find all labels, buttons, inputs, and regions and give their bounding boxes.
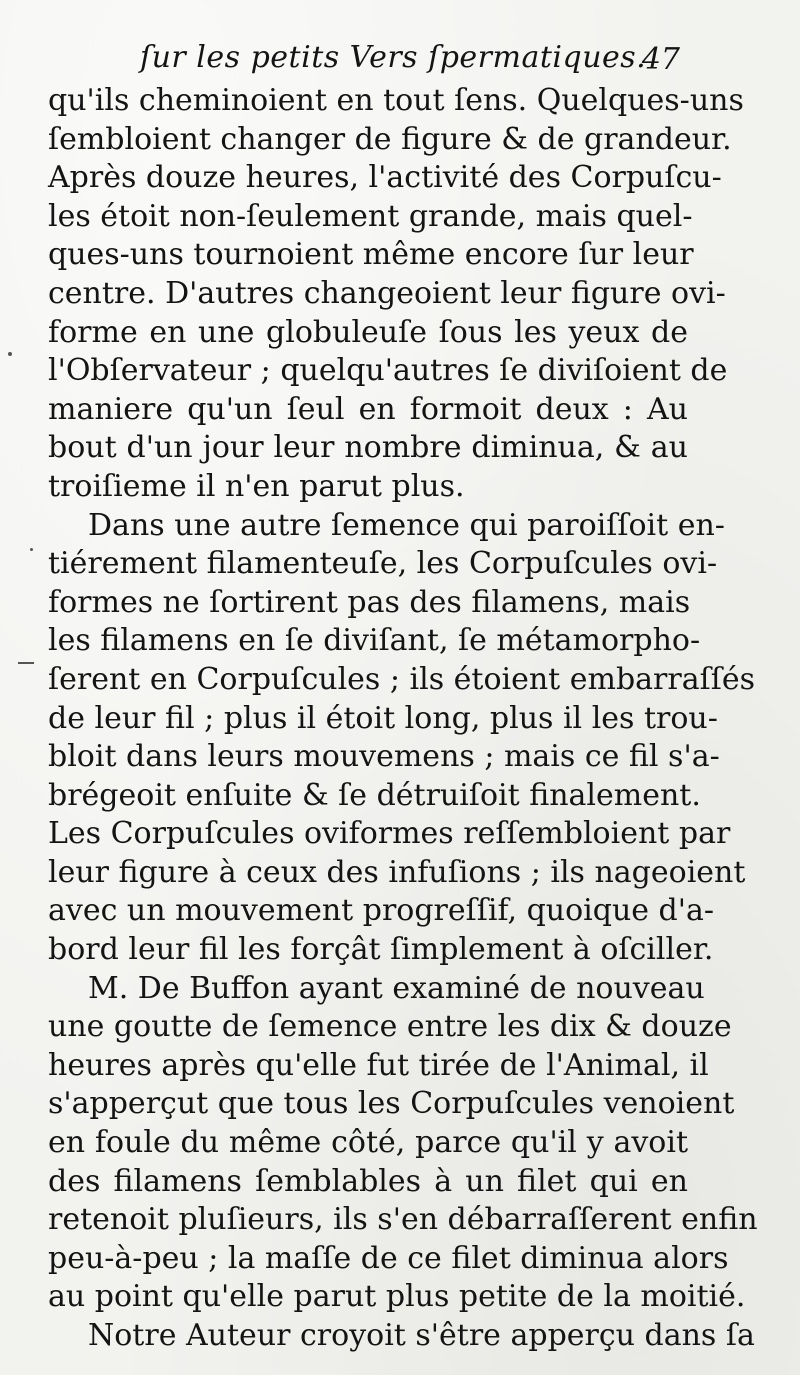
paragraph-start-line: Dans une autre ſemence qui paroiſſoit en- bbox=[88, 507, 725, 543]
text-line: bout d'un jour leur nombre diminua, & au bbox=[48, 430, 688, 466]
text-line: centre. D'autres changeoient leur figure ovi- bbox=[48, 275, 726, 311]
page-number: 47 bbox=[641, 42, 680, 77]
body-text bbox=[48, 82, 758, 1356]
text-line: peu-à-peu ; la maſſe de ce filet diminua alors bbox=[48, 1240, 729, 1276]
text-line: forme en une globuleuſe ſous les yeux de bbox=[48, 314, 688, 350]
text-line: les filamens en ſe diviſant, ſe métamorpho- bbox=[48, 623, 701, 659]
text-line: l'Obſervateur ; quelqu'autres ſe diviſoient de bbox=[48, 353, 728, 389]
text-line: de leur fil ; plus il étoit long, plus il les trou- bbox=[48, 700, 718, 736]
text-line: ſerent en Corpuſcules ; ils étoient embarraſſés bbox=[48, 661, 755, 697]
text-line: brégeoit enſuite & ſe détruiſoit finalement. bbox=[48, 777, 701, 813]
text-line: troiſieme il n'en parut plus. bbox=[48, 468, 465, 504]
margin-dot bbox=[8, 352, 12, 356]
text-line: bord leur fil les forçât ſimplement à oſciller. bbox=[48, 932, 714, 968]
text-line: leur figure à ceux des infuſions ; ils nageoient bbox=[48, 854, 746, 890]
text-line: maniere qu'un ſeul en formoit deux : Au bbox=[48, 391, 688, 427]
text-line: formes ne ſortirent pas des filamens, mais bbox=[48, 584, 691, 620]
margin-dash bbox=[18, 662, 34, 664]
text-line: ques-uns tournoient même encore ſur leur bbox=[48, 237, 694, 273]
text-line: Les Corpuſcules oviformes reſſembloient par bbox=[48, 816, 731, 852]
text-line: en foule du même côté, parce qu'il y avoit bbox=[48, 1125, 688, 1161]
text-line: avec un mouvement progreſſif, quoique d'a- bbox=[48, 893, 715, 929]
text-line: heures après qu'elle fut tirée de l'Animal, il bbox=[48, 1047, 709, 1083]
text-line: au point qu'elle parut plus petite de la moitié. bbox=[48, 1279, 746, 1315]
text-line: Après douze heures, l'activité des Corpuſcu- bbox=[48, 160, 722, 196]
paragraph-start-line: Notre Auteur croyoit s'être apperçu dans ſa bbox=[88, 1318, 755, 1353]
text-line: qu'ils cheminoient en tout ſens. Quelques-uns bbox=[48, 83, 744, 118]
running-title: ſur les petits Vers ſpermatiques. bbox=[140, 40, 647, 75]
text-line: retenoit pluſieurs, ils s'en débarraſſerent enfin bbox=[48, 1202, 758, 1238]
margin-dot bbox=[30, 548, 33, 551]
text-line: s'apperçut que tous les Corpuſcules venoient bbox=[48, 1086, 735, 1122]
text-line: bloit dans leurs mouvemens ; mais ce fil s'a- bbox=[48, 739, 720, 775]
text-line: les étoit non-ſeulement grande, mais quel- bbox=[48, 198, 693, 234]
text-line: tiérement filamenteuſe, les Corpuſcules ovi- bbox=[48, 546, 718, 582]
paragraph-start-line: M. De Buffon ayant examiné de nouveau bbox=[88, 970, 705, 1006]
text-line: des filamens ſemblables à un filet qui en bbox=[48, 1163, 688, 1199]
text-line: une goutte de ſemence entre les dix & douze bbox=[48, 1009, 732, 1045]
text-line: ſembloient changer de figure & de grandeur. bbox=[48, 121, 732, 157]
